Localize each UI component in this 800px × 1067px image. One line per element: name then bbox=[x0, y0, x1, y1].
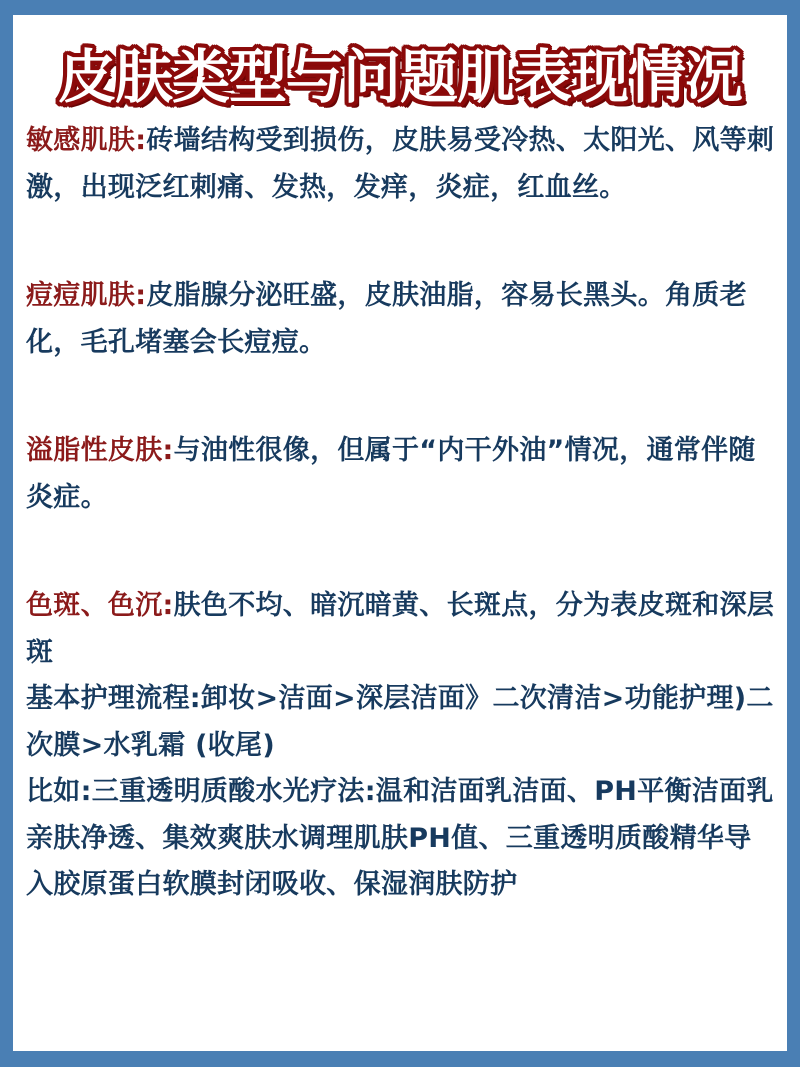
section-label: 痘痘肌肤: bbox=[26, 280, 147, 311]
spacer bbox=[26, 211, 776, 273]
section-pigmentation bbox=[26, 583, 776, 676]
basic-care-process: 基本护理流程:卸妆>洁面>深层洁面》二次清洁>功能护理)二次膜>水乳霜 (收尾) bbox=[26, 683, 774, 761]
section-label: 溢脂性皮肤: bbox=[26, 435, 174, 466]
section-text: 与油性很像，但属于“内干外油”情况，通常伴随炎症。 bbox=[26, 435, 756, 513]
section-acne-skin bbox=[26, 273, 776, 366]
section-text: 肤色不均、暗沉暗黄、长斑点，分为表皮斑和深层斑 bbox=[26, 590, 775, 668]
section-label: 敏感肌肤: bbox=[26, 125, 147, 156]
section-sensitive-skin bbox=[26, 118, 776, 211]
section-text: 皮脂腺分泌旺盛，皮肤油脂，容易长黑头。角质老化，毛孔堵塞会长痘痘。 bbox=[26, 280, 747, 358]
section-seborrheic-skin bbox=[26, 428, 776, 521]
care-example: 比如:三重透明质酸水光疗法:温和洁面乳洁面、PH平衡洁面乳亲肤净透、集效爽肤水调理肌肤PH值、三重透明质酸精华导入胶原蛋白软膜封闭吸收、保湿润肤防护 bbox=[26, 776, 774, 900]
page-title: 皮肤类型与问题肌表现情况 bbox=[57, 43, 742, 111]
content-body bbox=[26, 118, 776, 909]
poster-frame bbox=[13, 15, 787, 1051]
section-label: 色斑、色沉: bbox=[26, 590, 174, 621]
section-text: 砖墙结构受到损伤，皮肤易受冷热、太阳光、风等刺激，出现泛红刺痛、发热，发痒，炎症，红血丝。 bbox=[26, 125, 775, 203]
spacer bbox=[26, 366, 776, 428]
spacer bbox=[26, 521, 776, 583]
